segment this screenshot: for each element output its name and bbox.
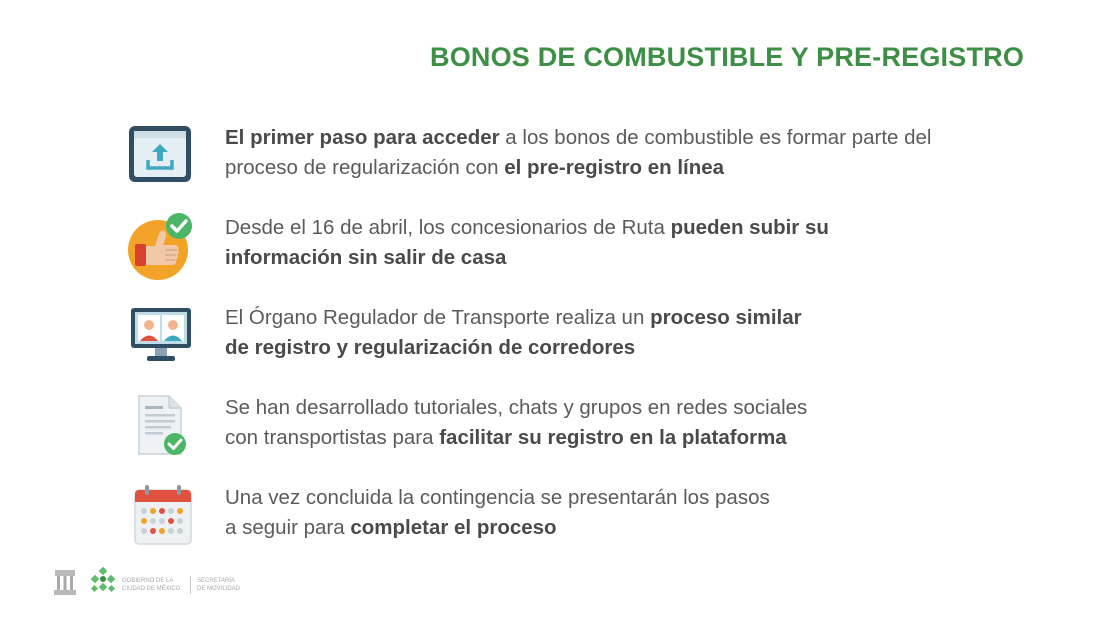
video-call-monitor-icon (125, 300, 197, 372)
document-check-icon (125, 390, 197, 462)
item-text (225, 483, 1045, 543)
text-line-2: proceso de regularización con el pre-registro en línea (225, 156, 725, 179)
list-item (125, 120, 1045, 210)
thumbs-up-check-icon (125, 210, 197, 282)
footer-logos (52, 566, 272, 606)
government-seal-icon (52, 568, 78, 603)
footer-divider (190, 576, 191, 594)
calendar-icon (125, 480, 197, 552)
page-title: BONOS DE COMBUSTIBLE Y PRE-REGISTRO (430, 42, 1025, 72)
text-line-1: El primer paso para acceder a los bonos de combustible es formar parte del (225, 126, 932, 149)
text-line-2: a seguir para completar el proceso (225, 516, 557, 539)
text-line-1: Se han desarrollado tutoriales, chats y grupos en redes sociales (225, 396, 808, 419)
item-text (225, 303, 1045, 363)
text-line-1: El Órgano Regulador de Transporte realiza un proceso similar (225, 306, 802, 329)
list-item (125, 300, 1045, 390)
footer-dept-name: SECRETARÍA DE MOVILIDAD (197, 578, 241, 592)
cdmx-logo-icon (88, 566, 118, 603)
list-item (125, 210, 1045, 300)
text-line-2: información sin salir de casa (225, 246, 507, 269)
list-item (125, 480, 1045, 570)
item-text (225, 213, 1045, 273)
item-text (225, 393, 1045, 453)
footer-org-name: GOBIERNO DE LA CIUDAD DE MÉXICO (122, 578, 181, 592)
list-item (125, 390, 1045, 480)
text-line-1: Una vez concluida la contingencia se presentarán los pasos (225, 486, 770, 509)
text-line-1: Desde el 16 de abril, los concesionarios de Ruta pueden subir su (225, 216, 829, 239)
text-line-2: con transportistas para facilitar su registro en la plataforma (225, 426, 787, 449)
text-line-2: de registro y regularización de corredores (225, 336, 636, 359)
upload-icon (125, 120, 197, 192)
steps-list (125, 120, 1045, 570)
item-text (225, 123, 1045, 183)
